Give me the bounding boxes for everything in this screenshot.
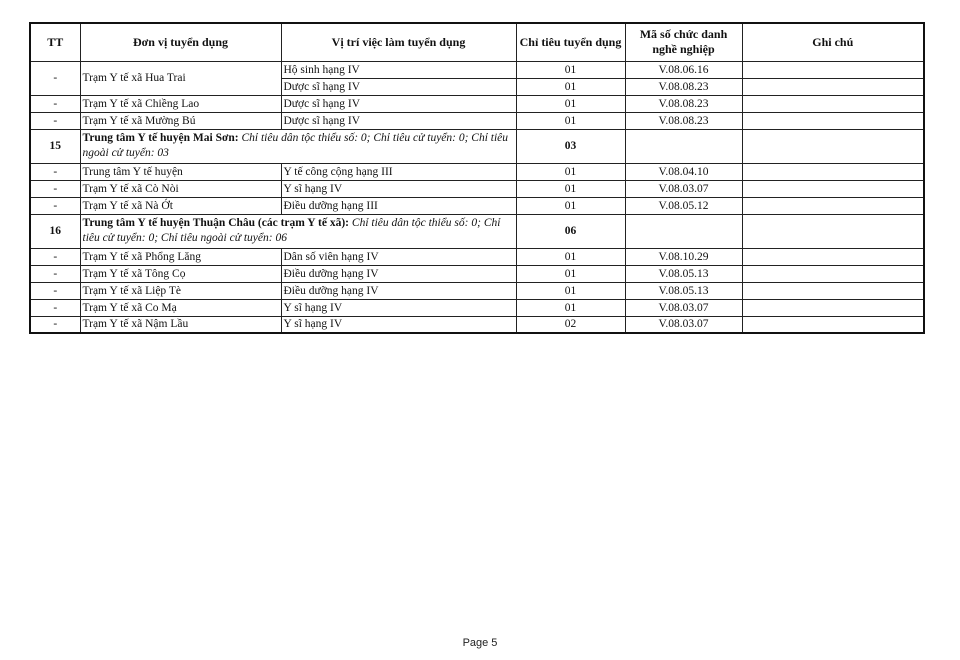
cell-position: Y sĩ hạng IV <box>281 180 516 197</box>
cell-position: Hộ sinh hạng IV <box>281 61 516 78</box>
cell-note <box>742 282 924 299</box>
cell-position: Y sĩ hạng IV <box>281 316 516 333</box>
table-row <box>30 265 924 282</box>
table-row <box>30 112 924 129</box>
cell-note <box>742 180 924 197</box>
table-row <box>30 61 924 78</box>
cell-note <box>742 265 924 282</box>
recruitment-table <box>29 22 925 334</box>
cell-position: Dược sĩ hạng IV <box>281 112 516 129</box>
cell-unit: Trạm Y tế xã Nậm Lầu <box>80 316 281 333</box>
cell-code: V.08.05.13 <box>625 282 742 299</box>
cell-quota: 01 <box>516 248 625 265</box>
table-row <box>30 163 924 180</box>
cell-position: Y sĩ hạng IV <box>281 299 516 316</box>
group-row-15 <box>30 129 924 163</box>
cell-code <box>625 214 742 248</box>
group-name: Trung tâm Y tế huyện Thuận Châu (các trạm Y tế xã): <box>82 217 350 229</box>
cell-quota: 01 <box>516 95 625 112</box>
cell-tt: - <box>30 61 80 95</box>
cell-code: V.08.08.23 <box>625 95 742 112</box>
cell-unit: Trạm Y tế xã Nà Ớt <box>80 197 281 214</box>
cell-note <box>742 197 924 214</box>
cell-code: V.08.04.10 <box>625 163 742 180</box>
cell-quota: 03 <box>516 129 625 163</box>
header-unit: Đơn vị tuyển dụng <box>80 23 281 61</box>
cell-quota: 06 <box>516 214 625 248</box>
table-header-row <box>30 23 924 61</box>
cell-position: Điều dưỡng hạng IV <box>281 265 516 282</box>
cell-unit: Trạm Y tế xã Liệp Tè <box>80 282 281 299</box>
table-row <box>30 316 924 333</box>
cell-note <box>742 163 924 180</box>
cell-code: V.08.06.16 <box>625 61 742 78</box>
page-number: Page 5 <box>462 637 498 649</box>
cell-quota: 01 <box>516 299 625 316</box>
group-quota-detail: Chỉ tiêu dân tộc thiểu số: 0; Chỉ tiêu cử tuyển: 0; Chỉ tiêu ngoài cử tuyển: 03 <box>82 132 509 159</box>
cell-position: Y tế công cộng hạng III <box>281 163 516 180</box>
cell-tt: - <box>30 265 80 282</box>
cell-note <box>742 316 924 333</box>
cell-note <box>742 112 924 129</box>
group-quota-detail: Chỉ tiêu dân tộc thiểu số: 0; Chỉ tiêu cử tuyển: 0; Chỉ tiêu ngoài cử tuyển: 06 <box>82 217 501 244</box>
cell-position: Dược sĩ hạng IV <box>281 95 516 112</box>
group-description <box>80 129 516 163</box>
cell-tt: - <box>30 180 80 197</box>
cell-tt: - <box>30 316 80 333</box>
cell-quota: 01 <box>516 112 625 129</box>
cell-quota: 01 <box>516 180 625 197</box>
cell-quota: 01 <box>516 265 625 282</box>
cell-unit: Trạm Y tế xã Tông Cọ <box>80 265 281 282</box>
cell-position: Dược sĩ hạng IV <box>281 78 516 95</box>
header-tt: TT <box>30 23 80 61</box>
cell-unit: Trạm Y tế xã Co Mạ <box>80 299 281 316</box>
cell-unit: Trạm Y tế xã Mường Bú <box>80 112 281 129</box>
cell-code: V.08.03.07 <box>625 316 742 333</box>
cell-note <box>742 248 924 265</box>
cell-tt: - <box>30 299 80 316</box>
cell-unit: Trạm Y tế xã Cò Nòi <box>80 180 281 197</box>
header-code: Mã số chức danh nghề nghiệp <box>625 23 742 61</box>
cell-code: V.08.05.13 <box>625 265 742 282</box>
header-note: Ghi chú <box>742 23 924 61</box>
cell-code: V.08.10.29 <box>625 248 742 265</box>
cell-code: V.08.03.07 <box>625 299 742 316</box>
cell-code: V.08.05.12 <box>625 197 742 214</box>
table-row <box>30 95 924 112</box>
table-row <box>30 248 924 265</box>
cell-code <box>625 129 742 163</box>
cell-position: Điều dưỡng hạng III <box>281 197 516 214</box>
cell-unit: Trung tâm Y tế huyện <box>80 163 281 180</box>
group-description <box>80 214 516 248</box>
group-name: Trung tâm Y tế huyện Mai Sơn: <box>82 132 239 144</box>
cell-position: Dân số viên hạng IV <box>281 248 516 265</box>
table-row <box>30 299 924 316</box>
cell-tt: - <box>30 197 80 214</box>
cell-note <box>742 214 924 248</box>
table-row <box>30 282 924 299</box>
cell-note <box>742 95 924 112</box>
cell-position: Điều dưỡng hạng IV <box>281 282 516 299</box>
group-row-16 <box>30 214 924 248</box>
cell-note <box>742 299 924 316</box>
cell-quota: 01 <box>516 61 625 78</box>
cell-note <box>742 61 924 78</box>
cell-unit: Trạm Y tế xã Phổng Lăng <box>80 248 281 265</box>
cell-quota: 01 <box>516 197 625 214</box>
cell-quota: 01 <box>516 163 625 180</box>
cell-note <box>742 129 924 163</box>
cell-quota: 01 <box>516 78 625 95</box>
cell-tt: - <box>30 112 80 129</box>
cell-code: V.08.03.07 <box>625 180 742 197</box>
table-row <box>30 180 924 197</box>
cell-unit: Trạm Y tế xã Hua Trai <box>80 61 281 95</box>
cell-code: V.08.08.23 <box>625 112 742 129</box>
cell-note <box>742 78 924 95</box>
cell-quota: 01 <box>516 282 625 299</box>
cell-quota: 02 <box>516 316 625 333</box>
cell-unit: Trạm Y tế xã Chiềng Lao <box>80 95 281 112</box>
header-position: Vị trí việc làm tuyển dụng <box>281 23 516 61</box>
cell-tt: - <box>30 163 80 180</box>
cell-tt: - <box>30 248 80 265</box>
cell-tt: 15 <box>30 129 80 163</box>
cell-code: V.08.08.23 <box>625 78 742 95</box>
table-row <box>30 197 924 214</box>
header-quota: Chỉ tiêu tuyển dụng <box>516 23 625 61</box>
cell-tt: - <box>30 282 80 299</box>
cell-tt: - <box>30 95 80 112</box>
cell-tt: 16 <box>30 214 80 248</box>
